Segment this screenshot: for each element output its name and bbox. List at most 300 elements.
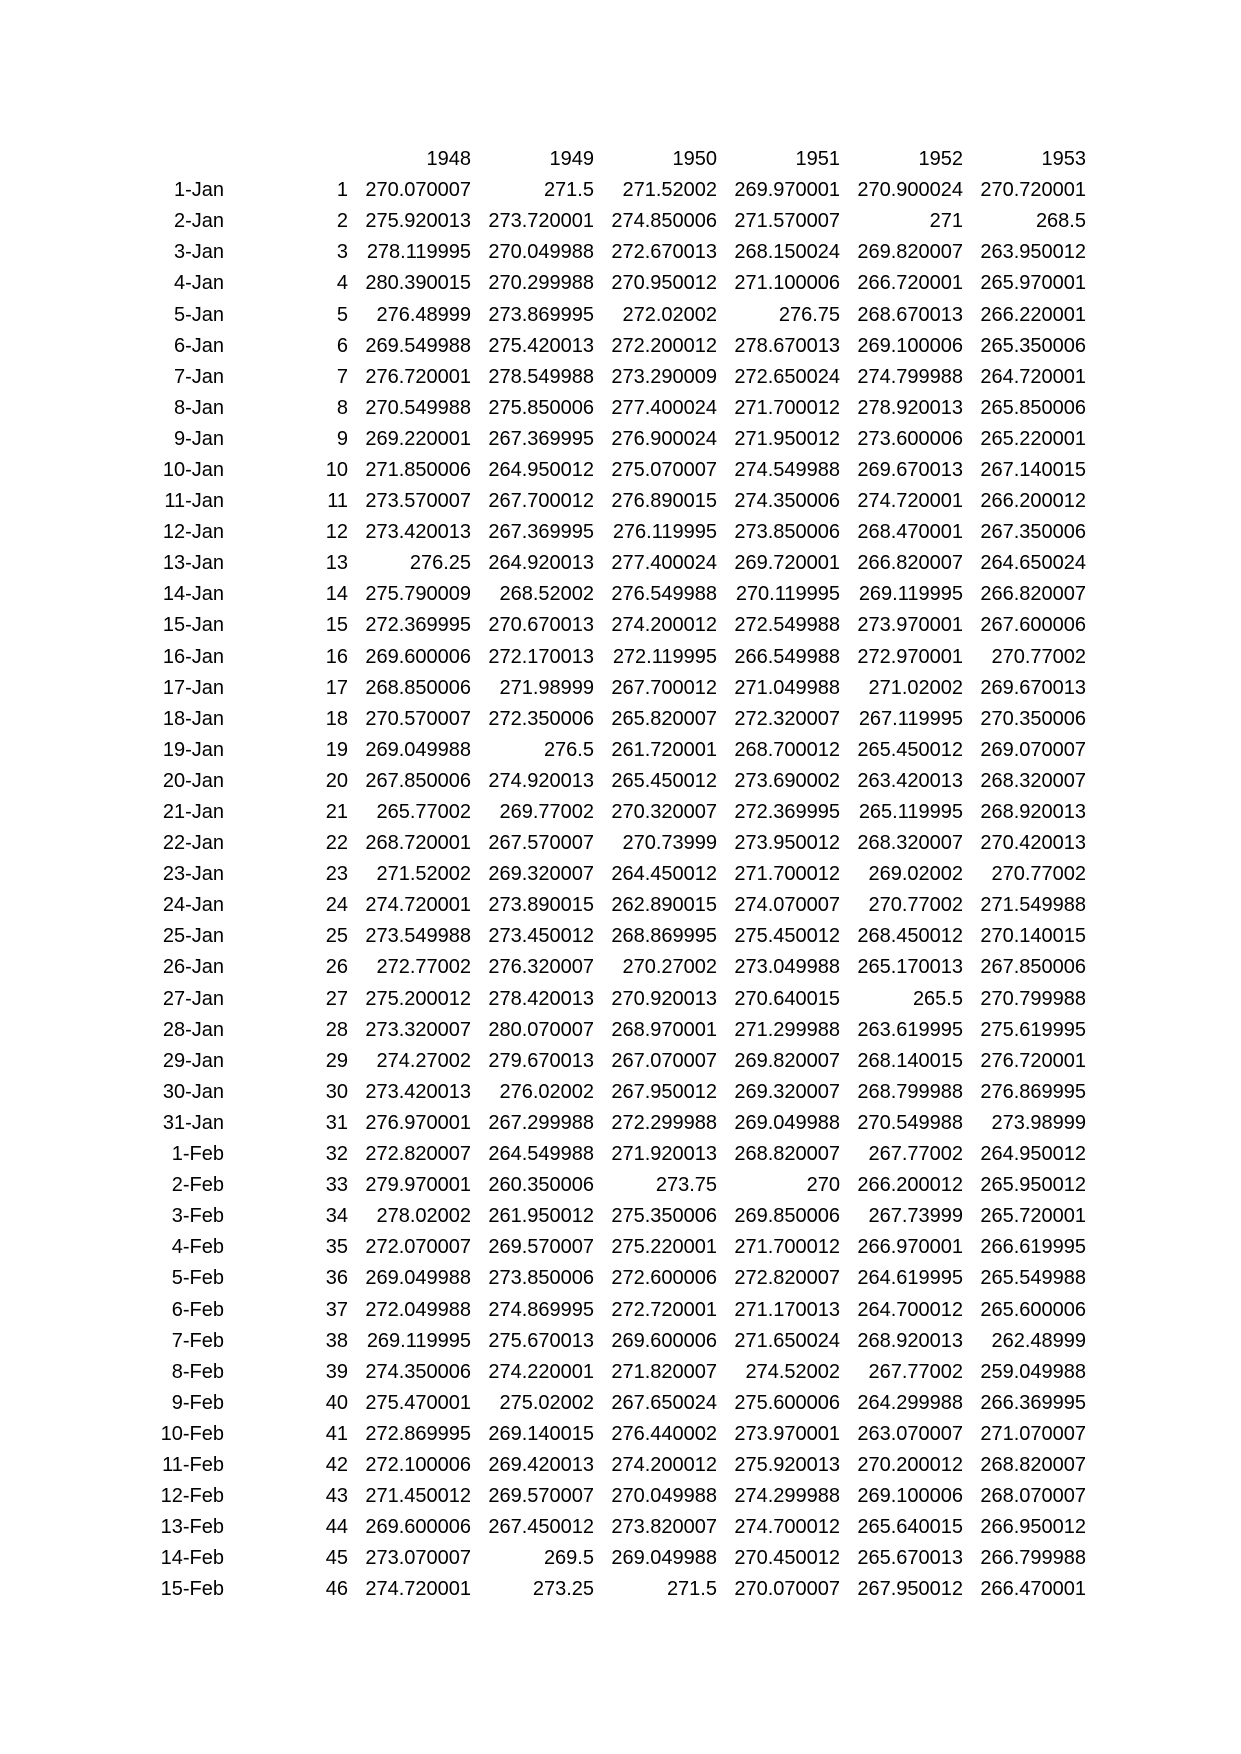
value-cell: 267.77002 — [868, 1143, 963, 1166]
spreadsheet-page — [0, 144, 1241, 1605]
value-cell: 269.5 — [543, 1547, 594, 1570]
value-cell: 272.119995 — [612, 645, 717, 668]
value-cell: 273.049988 — [734, 956, 840, 979]
day-number-cell: 9 — [336, 427, 348, 450]
value-cell: 266.970001 — [857, 1236, 963, 1259]
value-cell: 268.820007 — [734, 1143, 840, 1166]
table-row — [0, 673, 1086, 704]
value-cell: 272.299988 — [611, 1111, 717, 1134]
value-cell: 264.700012 — [857, 1298, 963, 1321]
date-cell: 23-Jan — [162, 863, 224, 886]
date-cell: 25-Jan — [162, 925, 224, 948]
day-number-cell: 32 — [325, 1143, 348, 1166]
value-cell: 273.970001 — [734, 1422, 840, 1445]
value-cell: 274.720001 — [857, 490, 963, 513]
day-number-cell: 26 — [325, 956, 348, 979]
day-number-cell: 29 — [325, 1049, 348, 1072]
value-cell: 261.720001 — [611, 738, 717, 761]
value-cell: 278.920013 — [857, 396, 963, 419]
value-cell: 271.5 — [666, 1578, 717, 1601]
value-cell: 265.850006 — [980, 396, 1086, 419]
day-number-cell: 21 — [325, 801, 348, 824]
value-cell: 265.450012 — [611, 769, 717, 792]
value-cell: 265.970001 — [980, 272, 1086, 295]
day-number-cell: 19 — [325, 738, 348, 761]
table-row — [0, 952, 1086, 983]
value-cell: 266.720001 — [857, 272, 963, 295]
day-number-cell: 3 — [336, 241, 348, 264]
value-cell: 276.970001 — [365, 1111, 471, 1134]
value-cell: 267.570007 — [488, 832, 594, 855]
value-cell: 262.890015 — [611, 894, 717, 917]
value-cell: 267.700012 — [611, 676, 717, 699]
value-cell: 268.670013 — [857, 303, 963, 326]
value-cell: 270.27002 — [622, 956, 717, 979]
day-number-cell: 43 — [325, 1485, 348, 1508]
value-cell: 268.850006 — [365, 676, 471, 699]
table-row — [0, 704, 1086, 735]
value-cell: 280.390015 — [365, 272, 471, 295]
value-cell: 267.73999 — [868, 1205, 963, 1228]
value-cell: 269.820007 — [734, 1049, 840, 1072]
value-cell: 279.670013 — [488, 1049, 594, 1072]
value-cell: 265.549988 — [980, 1267, 1086, 1290]
value-cell: 265.640015 — [857, 1516, 963, 1539]
value-cell: 271.700012 — [734, 396, 840, 419]
value-cell: 270.77002 — [991, 645, 1086, 668]
value-cell: 266.950012 — [980, 1516, 1086, 1539]
value-cell: 269.070007 — [980, 738, 1086, 761]
date-cell: 31-Jan — [162, 1111, 224, 1134]
value-cell: 271.700012 — [734, 1236, 840, 1259]
value-cell: 268.720001 — [365, 832, 471, 855]
date-cell: 9-Jan — [173, 427, 224, 450]
table-row — [0, 331, 1086, 362]
value-cell: 266.820007 — [980, 583, 1086, 606]
day-number-cell: 4 — [336, 272, 348, 295]
value-cell: 268.970001 — [611, 1018, 717, 1041]
header-empty-cell — [0, 144, 224, 175]
date-cell: 14-Feb — [160, 1547, 224, 1570]
table-row — [0, 393, 1086, 424]
value-cell: 270.549988 — [857, 1111, 963, 1134]
date-cell: 13-Jan — [162, 552, 224, 575]
table-row — [0, 1388, 1086, 1419]
value-cell: 274.799988 — [857, 365, 963, 388]
day-number-cell: 18 — [325, 707, 348, 730]
date-cell: 5-Jan — [173, 303, 224, 326]
value-cell: 268.52002 — [499, 583, 594, 606]
date-cell: 5-Feb — [171, 1267, 224, 1290]
value-cell: 270.200012 — [857, 1453, 963, 1476]
value-cell: 274.720001 — [365, 1578, 471, 1601]
value-cell: 269.049988 — [611, 1547, 717, 1570]
value-cell: 268.140015 — [857, 1049, 963, 1072]
value-cell: 272.869995 — [365, 1422, 471, 1445]
day-number-cell: 22 — [325, 832, 348, 855]
value-cell: 276.720001 — [365, 365, 471, 388]
value-cell: 270.950012 — [611, 272, 717, 295]
table-row — [0, 362, 1086, 393]
header-year-cell: 1949 — [549, 148, 594, 171]
value-cell: 266.200012 — [857, 1174, 963, 1197]
value-cell: 271.02002 — [868, 676, 963, 699]
value-cell: 273.070007 — [365, 1547, 471, 1570]
value-cell: 273.420013 — [365, 1080, 471, 1103]
value-cell: 269.77002 — [499, 801, 594, 824]
value-cell: 269.140015 — [488, 1422, 594, 1445]
value-cell: 278.420013 — [488, 987, 594, 1010]
day-number-cell: 42 — [325, 1453, 348, 1476]
value-cell: 259.049988 — [980, 1360, 1086, 1383]
value-cell: 269.670013 — [980, 676, 1086, 699]
value-cell: 276.900024 — [611, 427, 717, 450]
value-cell: 269.220001 — [365, 427, 471, 450]
header-year-cell: 1953 — [1041, 148, 1086, 171]
day-number-cell: 27 — [325, 987, 348, 1010]
day-number-cell: 37 — [325, 1298, 348, 1321]
value-cell: 266.799988 — [980, 1547, 1086, 1570]
value-cell: 271.650024 — [734, 1329, 840, 1352]
value-cell: 270.720001 — [980, 179, 1086, 202]
table-row — [0, 579, 1086, 610]
day-number-cell: 30 — [325, 1080, 348, 1103]
value-cell: 269.570007 — [488, 1236, 594, 1259]
value-cell: 276.119995 — [612, 521, 717, 544]
value-cell: 269.049988 — [734, 1111, 840, 1134]
day-number-cell: 36 — [325, 1267, 348, 1290]
date-cell: 7-Jan — [173, 365, 224, 388]
day-number-cell: 33 — [325, 1174, 348, 1197]
value-cell: 270.77002 — [991, 863, 1086, 886]
value-cell: 270.450012 — [734, 1547, 840, 1570]
value-cell: 274.850006 — [611, 210, 717, 233]
value-cell: 265.950012 — [980, 1174, 1086, 1197]
day-number-cell: 1 — [336, 179, 348, 202]
value-cell: 273.98999 — [991, 1111, 1086, 1134]
table-row — [0, 1481, 1086, 1512]
date-cell: 12-Feb — [160, 1485, 224, 1508]
date-cell: 8-Feb — [171, 1360, 224, 1383]
value-cell: 275.200012 — [365, 987, 471, 1010]
value-cell: 271.549988 — [980, 894, 1086, 917]
value-cell: 269.570007 — [488, 1485, 594, 1508]
date-cell: 3-Feb — [171, 1205, 224, 1228]
value-cell: 276.869995 — [980, 1080, 1086, 1103]
day-number-cell: 13 — [325, 552, 348, 575]
table-row — [0, 486, 1086, 517]
value-cell: 270 — [806, 1174, 840, 1197]
value-cell: 269.100006 — [857, 1485, 963, 1508]
table-row — [0, 237, 1086, 268]
value-cell: 274.350006 — [365, 1360, 471, 1383]
table-row — [0, 766, 1086, 797]
value-cell: 268.320007 — [857, 832, 963, 855]
date-cell: 6-Feb — [171, 1298, 224, 1321]
value-cell: 268.820007 — [980, 1453, 1086, 1476]
value-cell: 268.869995 — [611, 925, 717, 948]
date-cell: 24-Jan — [162, 894, 224, 917]
table-row — [0, 1232, 1086, 1263]
value-cell: 275.790009 — [365, 583, 471, 606]
value-cell: 274.220001 — [488, 1360, 594, 1383]
value-cell: 273.25 — [532, 1578, 594, 1601]
date-cell: 12-Jan — [162, 521, 224, 544]
date-cell: 7-Feb — [171, 1329, 224, 1352]
value-cell: 272.02002 — [622, 303, 717, 326]
value-cell: 273.869995 — [488, 303, 594, 326]
value-cell: 279.970001 — [365, 1174, 471, 1197]
value-cell: 272.970001 — [857, 645, 963, 668]
table-row — [0, 1139, 1086, 1170]
value-cell: 270.320007 — [611, 801, 717, 824]
value-cell: 268.920013 — [980, 801, 1086, 824]
value-cell: 267.140015 — [980, 458, 1086, 481]
table-row — [0, 610, 1086, 641]
value-cell: 267.950012 — [857, 1578, 963, 1601]
value-cell: 270.070007 — [365, 179, 471, 202]
table-row — [0, 1419, 1086, 1450]
day-number-cell: 15 — [325, 614, 348, 637]
value-cell: 267.070007 — [611, 1049, 717, 1072]
table-row — [0, 1170, 1086, 1201]
value-cell: 274.070007 — [734, 894, 840, 917]
date-cell: 4-Jan — [173, 272, 224, 295]
value-cell: 260.350006 — [488, 1174, 594, 1197]
value-cell: 270.73999 — [622, 832, 717, 855]
value-cell: 271.700012 — [734, 863, 840, 886]
value-cell: 273.890015 — [488, 894, 594, 917]
table-row — [0, 517, 1086, 548]
table-row — [0, 1015, 1086, 1046]
table-row — [0, 921, 1086, 952]
date-cell: 13-Feb — [160, 1516, 224, 1539]
value-cell: 270.350006 — [980, 707, 1086, 730]
value-cell: 274.27002 — [376, 1049, 471, 1072]
value-cell: 271.170013 — [734, 1298, 840, 1321]
value-cell: 271.070007 — [980, 1422, 1086, 1445]
value-cell: 268.920013 — [857, 1329, 963, 1352]
value-cell: 269.420013 — [488, 1453, 594, 1476]
value-cell: 268.799988 — [857, 1080, 963, 1103]
value-cell: 276.440002 — [611, 1422, 717, 1445]
value-cell: 267.850006 — [365, 769, 471, 792]
value-cell: 271 — [929, 210, 963, 233]
value-cell: 272.600006 — [611, 1267, 717, 1290]
table-row — [0, 299, 1086, 330]
value-cell: 276.48999 — [376, 303, 471, 326]
value-cell: 276.75 — [778, 303, 840, 326]
value-cell: 270.570007 — [365, 707, 471, 730]
value-cell: 264.950012 — [488, 458, 594, 481]
value-cell: 267.369995 — [488, 427, 594, 450]
value-cell: 272.77002 — [376, 956, 471, 979]
value-cell: 267.299988 — [488, 1111, 594, 1134]
value-cell: 264.619995 — [857, 1267, 963, 1290]
table-row — [0, 1326, 1086, 1357]
value-cell: 278.670013 — [734, 334, 840, 357]
date-cell: 9-Feb — [171, 1391, 224, 1414]
value-cell: 276.720001 — [980, 1049, 1086, 1072]
header-empty-cell — [224, 144, 348, 175]
value-cell: 269.600006 — [365, 645, 471, 668]
day-number-cell: 25 — [325, 925, 348, 948]
value-cell: 267.700012 — [488, 490, 594, 513]
value-cell: 261.950012 — [488, 1205, 594, 1228]
value-cell: 269.600006 — [611, 1329, 717, 1352]
day-number-cell: 38 — [325, 1329, 348, 1352]
value-cell: 264.650024 — [980, 552, 1086, 575]
value-cell: 270.299988 — [488, 272, 594, 295]
value-cell: 274.549988 — [734, 458, 840, 481]
value-cell: 271.920013 — [611, 1143, 717, 1166]
value-cell: 265.170013 — [857, 956, 963, 979]
table-row — [0, 206, 1086, 237]
value-cell: 267.369995 — [488, 521, 594, 544]
value-cell: 275.450012 — [734, 925, 840, 948]
table-row — [0, 859, 1086, 890]
value-cell: 274.869995 — [488, 1298, 594, 1321]
day-number-cell: 20 — [325, 769, 348, 792]
date-cell: 30-Jan — [162, 1080, 224, 1103]
value-cell: 270.77002 — [868, 894, 963, 917]
day-number-cell: 41 — [325, 1422, 348, 1445]
value-cell: 265.119995 — [858, 801, 963, 824]
value-cell: 269.320007 — [488, 863, 594, 886]
value-cell: 265.820007 — [611, 707, 717, 730]
value-cell: 273.420013 — [365, 521, 471, 544]
table-row — [0, 1543, 1086, 1574]
value-cell: 267.600006 — [980, 614, 1086, 637]
value-cell: 274.52002 — [745, 1360, 840, 1383]
value-cell: 268.320007 — [980, 769, 1086, 792]
day-number-cell: 8 — [336, 396, 348, 419]
value-cell: 265.5 — [912, 987, 963, 1010]
value-cell: 270.140015 — [980, 925, 1086, 948]
table-row — [0, 890, 1086, 921]
value-cell: 269.119995 — [858, 583, 963, 606]
table-row — [0, 1108, 1086, 1139]
value-cell: 269.549988 — [365, 334, 471, 357]
value-cell: 278.119995 — [366, 241, 471, 264]
value-cell: 276.890015 — [611, 490, 717, 513]
value-cell: 264.299988 — [857, 1391, 963, 1414]
value-cell: 275.850006 — [488, 396, 594, 419]
day-number-cell: 2 — [336, 210, 348, 233]
value-cell: 273.970001 — [857, 614, 963, 637]
value-cell: 270.420013 — [980, 832, 1086, 855]
header-year-cell: 1948 — [426, 148, 471, 171]
value-cell: 271.5 — [543, 179, 594, 202]
value-cell: 278.549988 — [488, 365, 594, 388]
value-cell: 268.5 — [1035, 210, 1086, 233]
value-cell: 263.950012 — [980, 241, 1086, 264]
value-cell: 271.98999 — [499, 676, 594, 699]
value-cell: 269.720001 — [734, 552, 840, 575]
value-cell: 263.420013 — [857, 769, 963, 792]
value-cell: 265.720001 — [980, 1205, 1086, 1228]
value-cell: 275.420013 — [488, 334, 594, 357]
value-cell: 271.450012 — [365, 1485, 471, 1508]
value-cell: 275.600006 — [734, 1391, 840, 1414]
value-cell: 270.549988 — [365, 396, 471, 419]
date-cell: 14-Jan — [162, 583, 224, 606]
value-cell: 267.77002 — [868, 1360, 963, 1383]
date-cell: 10-Jan — [162, 458, 224, 481]
value-cell: 270.640015 — [734, 987, 840, 1010]
data-table — [0, 144, 1086, 1605]
value-cell: 272.720001 — [611, 1298, 717, 1321]
table-row — [0, 642, 1086, 673]
date-cell: 22-Jan — [162, 832, 224, 855]
value-cell: 269.820007 — [857, 241, 963, 264]
value-cell: 273.850006 — [488, 1267, 594, 1290]
value-cell: 271.299988 — [734, 1018, 840, 1041]
table-row — [0, 1450, 1086, 1481]
value-cell: 269.320007 — [734, 1080, 840, 1103]
value-cell: 271.049988 — [734, 676, 840, 699]
value-cell: 265.350006 — [980, 334, 1086, 357]
value-cell: 274.200012 — [611, 614, 717, 637]
header-year-cell: 1950 — [672, 148, 717, 171]
day-number-cell: 28 — [325, 1018, 348, 1041]
value-cell: 267.350006 — [980, 521, 1086, 544]
value-cell: 265.77002 — [376, 801, 471, 824]
value-cell: 268.450012 — [857, 925, 963, 948]
date-cell: 10-Feb — [160, 1422, 224, 1445]
value-cell: 268.700012 — [734, 738, 840, 761]
date-cell: 15-Feb — [160, 1578, 224, 1601]
value-cell: 274.299988 — [734, 1485, 840, 1508]
date-cell: 16-Jan — [162, 645, 224, 668]
value-cell: 268.070007 — [980, 1485, 1086, 1508]
table-row — [0, 1574, 1086, 1605]
value-cell: 264.950012 — [980, 1143, 1086, 1166]
table-body — [0, 175, 1086, 1605]
table-row — [0, 735, 1086, 766]
value-cell: 275.070007 — [611, 458, 717, 481]
value-cell: 265.450012 — [857, 738, 963, 761]
date-cell: 11-Jan — [164, 490, 224, 513]
day-number-cell: 6 — [336, 334, 348, 357]
day-number-cell: 45 — [325, 1547, 348, 1570]
value-cell: 275.470001 — [365, 1391, 471, 1414]
table-row — [0, 1263, 1086, 1294]
value-cell: 264.720001 — [980, 365, 1086, 388]
date-cell: 8-Jan — [173, 396, 224, 419]
header-year-cell: 1952 — [918, 148, 963, 171]
value-cell: 271.52002 — [622, 179, 717, 202]
day-number-cell: 24 — [325, 894, 348, 917]
value-cell: 266.549988 — [734, 645, 840, 668]
value-cell: 272.200012 — [611, 334, 717, 357]
value-cell: 272.070007 — [365, 1236, 471, 1259]
date-cell: 4-Feb — [171, 1236, 224, 1259]
table-row — [0, 424, 1086, 455]
value-cell: 273.75 — [655, 1174, 717, 1197]
value-cell: 266.619995 — [980, 1236, 1086, 1259]
table-row — [0, 1357, 1086, 1388]
date-cell: 29-Jan — [162, 1049, 224, 1072]
date-cell: 27-Jan — [162, 987, 224, 1010]
value-cell: 272.650024 — [734, 365, 840, 388]
value-cell: 263.070007 — [857, 1422, 963, 1445]
date-cell: 11-Feb — [162, 1453, 224, 1476]
value-cell: 270.070007 — [734, 1578, 840, 1601]
table-row — [0, 1201, 1086, 1232]
value-cell: 269.049988 — [365, 738, 471, 761]
value-cell: 267.119995 — [858, 707, 963, 730]
